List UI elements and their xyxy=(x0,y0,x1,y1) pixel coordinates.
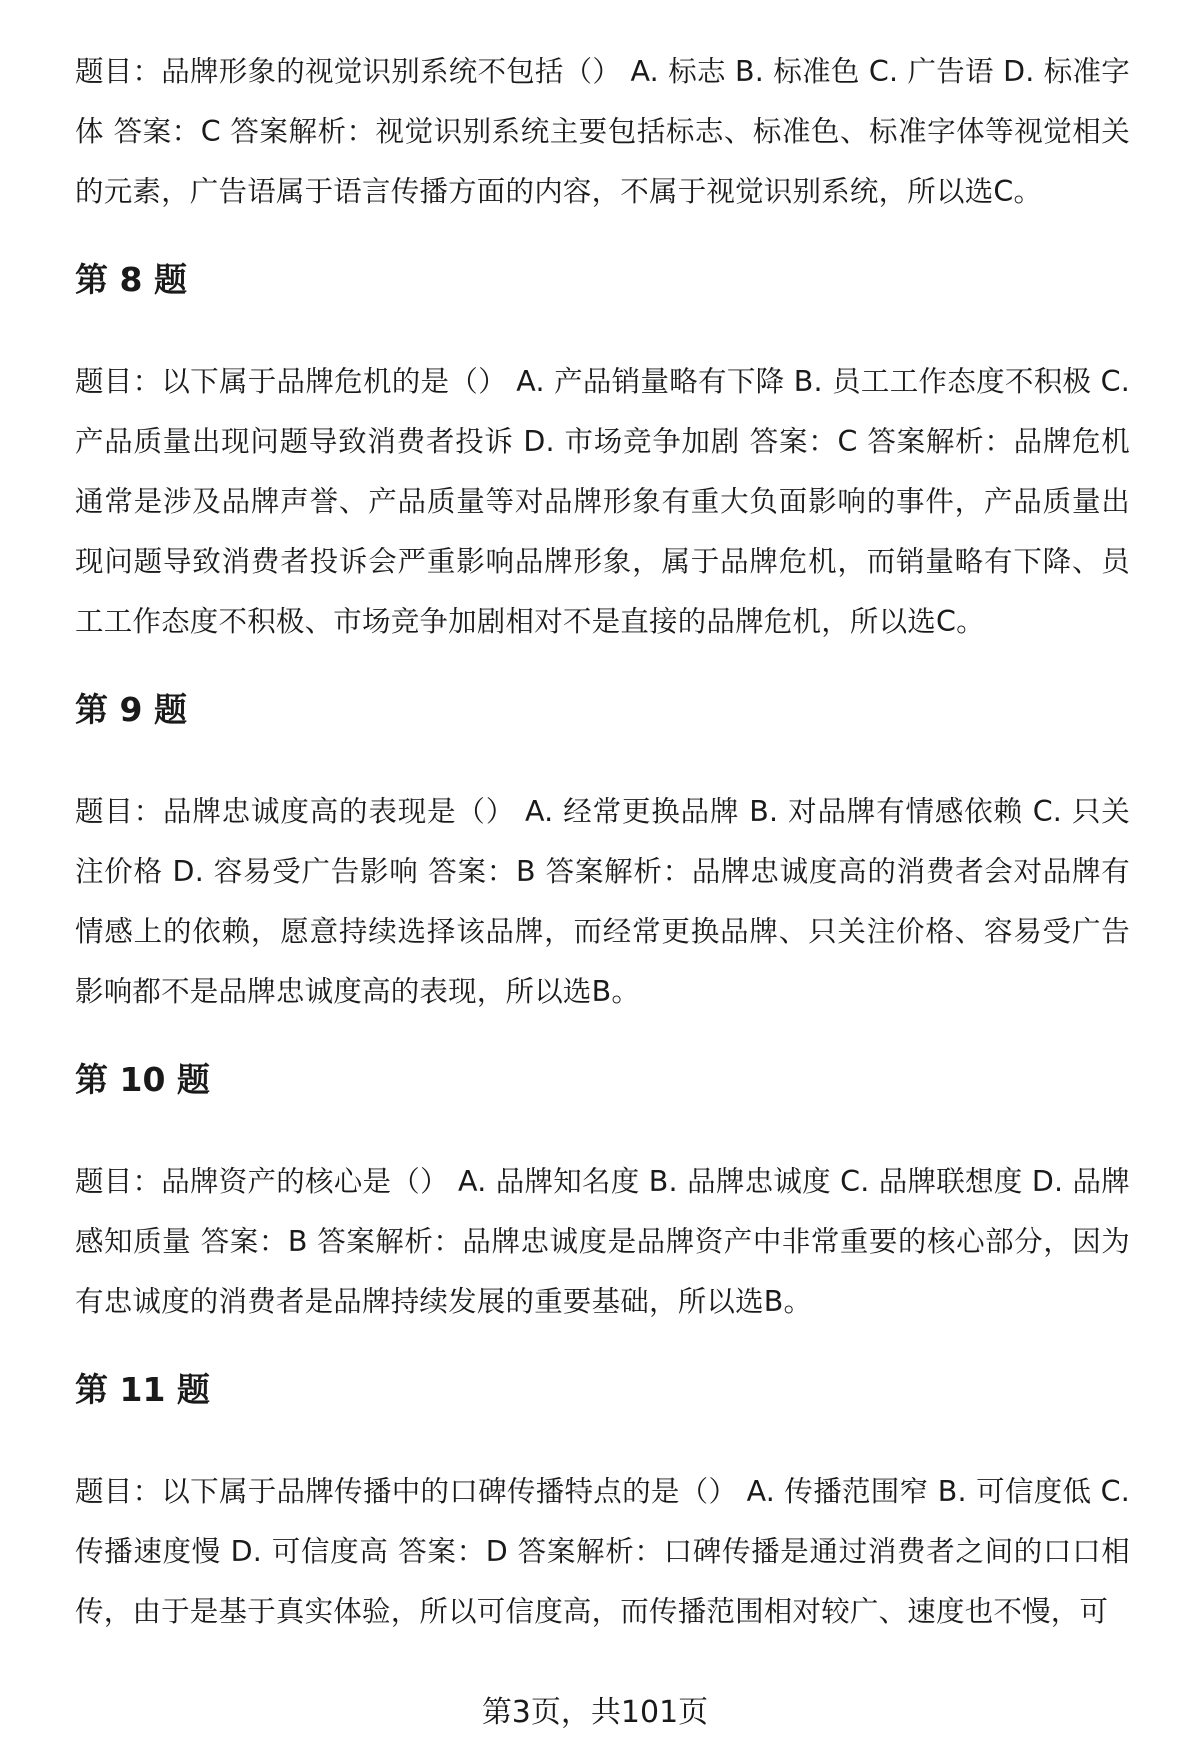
question-8-body: 题目：以下属于品牌危机的是（） A. 产品销量略有下降 B. 员工工作态度不积极 C. 产品质量出现问题导致消费者投诉 D. 市场竞争加剧 答案：C 答案解析：品牌危机通常是涉及品牌声誉、产品质量等对品牌形象有重大负面影响的事件，产品质量出现问题导致消费者投诉会严重影响品牌形象，属于品牌危机，而销量略有下降、员工工作态度不积极、市场竞争加剧相对不是直接的品牌危机，所以选C。 xyxy=(75,365,1130,638)
page-number-footer: 第3页，共101页 xyxy=(481,1695,709,1730)
question-9-body: 题目：品牌忠诚度高的表现是（） A. 经常更换品牌 B. 对品牌有情感依赖 C. 只关注价格 D. 容易受广告影响 答案：B 答案解析：品牌忠诚度高的消费者会对品牌有情感上的依赖，愿意持续选择该品牌，而经常更换品牌、只关注价格、容易受广告影响都不是品牌忠诚度高的表现，所以选B。 xyxy=(75,795,1130,1008)
question-8-heading: 第 8 题 xyxy=(75,260,187,299)
question-11-body: 题目：以下属于品牌传播中的口碑传播特点的是（） A. 传播范围窄 B. 可信度低 C. 传播速度慢 D. 可信度高 答案：D 答案解析：口碑传播是通过消费者之间的口口相传，由于是基于真实体验，所以可信度高，而传播范围相对较广、速度也不慢，可 xyxy=(75,1475,1130,1628)
question-7-body: 题目：品牌形象的视觉识别系统不包括（） A. 标志 B. 标准色 C. 广告语 D. 标准字体 答案：C 答案解析：视觉识别系统主要包括标志、标准色、标准字体等视觉相关的元素，广告语属于语言传播方面的内容，不属于视觉识别系统，所以选C。 xyxy=(75,55,1130,208)
question-11-heading: 第 11 题 xyxy=(75,1370,210,1409)
question-9-heading: 第 9 题 xyxy=(75,690,187,729)
question-10-heading: 第 10 题 xyxy=(75,1060,210,1099)
question-10-body: 题目：品牌资产的核心是（） A. 品牌知名度 B. 品牌忠诚度 C. 品牌联想度 D. 品牌感知质量 答案：B 答案解析：品牌忠诚度是品牌资产中非常重要的核心部分，因为有忠诚度的消费者是品牌持续发展的重要基础，所以选B。 xyxy=(75,1165,1130,1318)
